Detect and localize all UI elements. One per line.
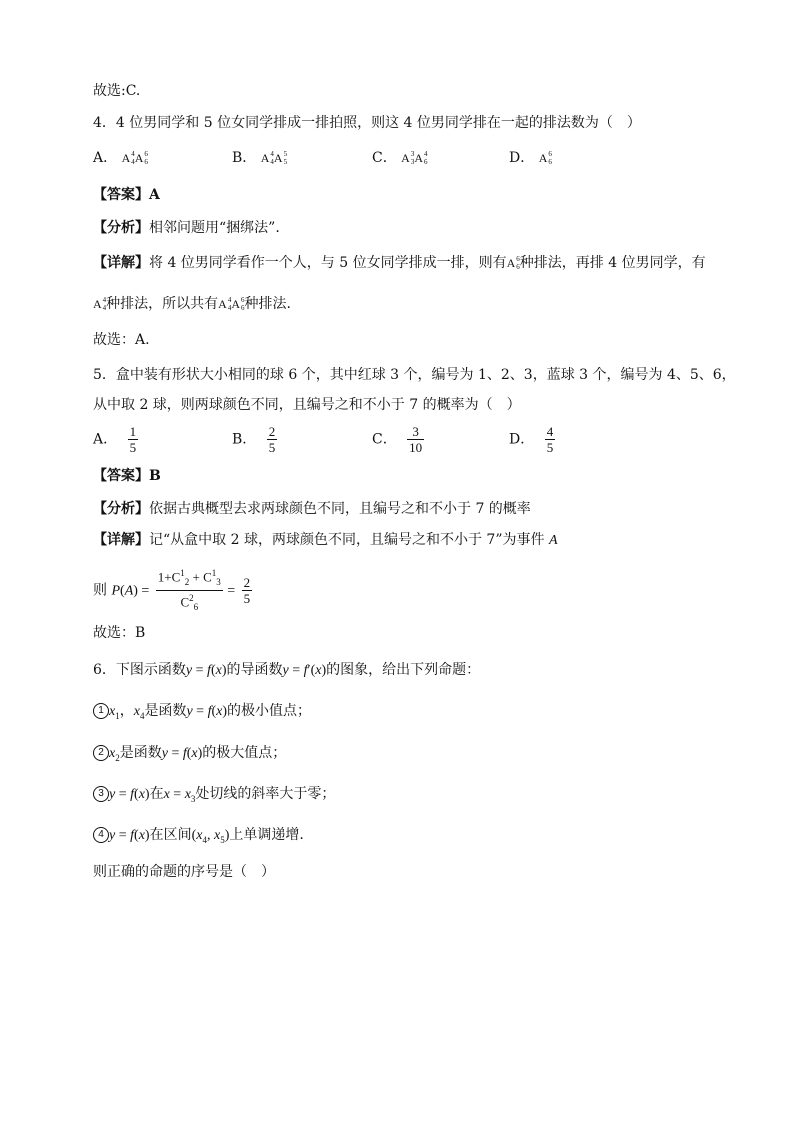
q4-detail-line1: 【详解】将 4 位男同学看作一个人，与 5 位女同学排成一排，则有A 6 6 种排法，再排 4 位男同学，有	[93, 255, 706, 271]
q5-stem-line1: 5．盒中装有形状大小相同的球 6 个，其中红球 3 个，编号为 1、2、3，蓝球 3 个，编号为 4、5、6，	[93, 367, 736, 383]
q4-option-b: B． A 4 4 A 5 5	[232, 150, 288, 166]
option-label: D．	[509, 431, 535, 448]
q5-analysis: 【分析】依据古典概型去求两球颜色不同，且编号之和不小于 7 的概率	[93, 501, 531, 517]
q5-conclusion: 故选：B	[93, 625, 146, 641]
circled-number: 3	[93, 786, 109, 802]
circled-number: 1	[93, 703, 109, 719]
option-label: D．	[509, 150, 535, 166]
q6-item-1: 1 $x_1$，$x_4$是函数y = f(x)的极小值点；	[93, 702, 311, 725]
q4-option-c: C． A 3 3 A 4 6	[372, 150, 428, 166]
option-label: C．	[372, 431, 397, 448]
option-label: B．	[232, 150, 257, 166]
fraction: $\frac{3}{10}$	[409, 424, 423, 455]
q4-conclusion: 故选：A.	[93, 332, 150, 348]
circled-number: 2	[93, 745, 109, 761]
q6-item-3: 3 y = f(x)在$x = x_3$处切线的斜率大于零；	[93, 785, 335, 808]
q5-answer: 【答案】B	[93, 468, 161, 484]
q4-detail-line2: A 4 4 种排法，所以共有A 4 4 A 6 6 种排法.	[93, 296, 291, 312]
option-label: A．	[93, 150, 118, 166]
q3-conclusion: 故选:C.	[93, 83, 141, 99]
q5-probability-formula: 则 P(A) = $\frac{1+C^1_2 + C^1_3}{C^2_6}$ = $\frac{2}{5}$	[93, 568, 251, 612]
option-label: A．	[93, 431, 118, 448]
q4-analysis: 【分析】相邻问题用“捆绑法”.	[93, 220, 280, 236]
q4-option-d: D． A 6 6	[509, 150, 552, 166]
circled-number: 4	[93, 827, 109, 843]
fraction: $\frac{4}{5}$	[546, 424, 554, 455]
q6-stem: 6．下图示函数y = f(x)的导函数y = f′(x)的图象，给出下列命题：	[93, 662, 481, 678]
fraction: $\frac{1}{5}$	[129, 424, 137, 455]
q6-item-2: 2 $x_2$是函数y = f(x)的极大值点；	[93, 744, 286, 767]
q4-option-a: A． A 4 4 A 6 6	[93, 150, 148, 166]
q5-option-c	[372, 424, 424, 455]
q6-item-4: 4 y = f(x)在区间($x_4$, $x_5$)上单调递增.	[93, 826, 304, 849]
q4-stem: 4．4 位男同学和 5 位女同学排成一排拍照，则这 4 位男同学排在一起的排法数为（ ）	[93, 115, 641, 131]
q5-option-d	[509, 424, 555, 455]
fraction: $\frac{2}{5}$	[268, 424, 276, 455]
q5-option-b	[232, 424, 277, 455]
q5-detail: 【详解】记“从盒中取 2 球，两球颜色不同，且编号之和不小于 7”为事件 A	[93, 532, 558, 548]
option-label: B．	[232, 431, 257, 448]
option-label: C．	[372, 150, 397, 166]
q5-stem-line2: 从中取 2 球，则两球颜色不同，且编号之和不小于 7 的概率为（ ）	[93, 397, 521, 413]
q5-option-a	[93, 424, 138, 455]
q4-answer: 【答案】A	[93, 187, 160, 203]
q6-question: 则正确的命题的序号是（ ）	[93, 864, 275, 880]
